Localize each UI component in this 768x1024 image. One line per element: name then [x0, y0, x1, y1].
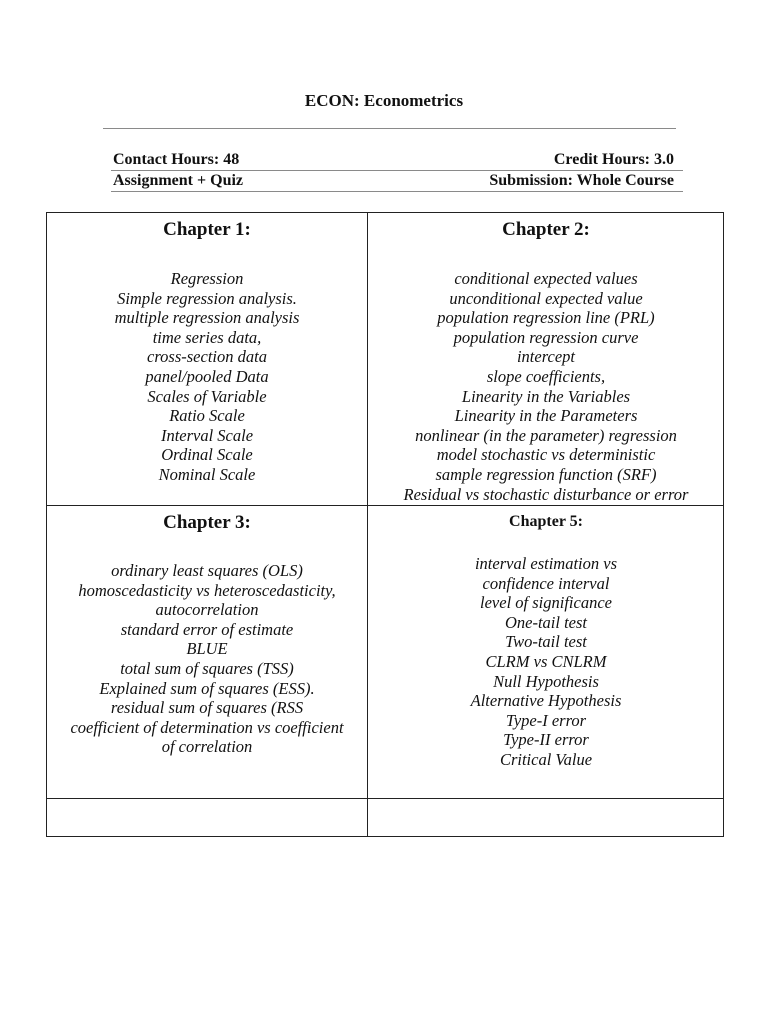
topic-item: conditional expected values [454, 269, 638, 288]
topic-item: total sum of squares (TSS) [120, 658, 294, 678]
chapter-heading: Chapter 3: [163, 512, 251, 533]
info-row-assessment [111, 170, 683, 192]
topic-item: Type-II error [503, 730, 589, 750]
topic-item: time series data, [152, 327, 262, 347]
topic-item: intercept [516, 347, 576, 367]
topic-item: One-tail test [504, 612, 588, 632]
topic-item: slope coefficients, [486, 366, 606, 386]
topic-item: coefficient of determination vs coefficient [70, 717, 344, 737]
topic-item: interval estimation vs [474, 554, 618, 573]
topic-item: homoscedasticity vs heteroscedasticity, [78, 580, 336, 600]
topic-item: Residual vs stochastic disturbance or error [403, 484, 689, 504]
topic-item: multiple regression analysis [114, 308, 300, 328]
topic-item: Scales of Variable [147, 386, 267, 406]
topic-item: Linearity in the Parameters [454, 406, 638, 426]
topic-item: nonlinear (in the parameter) regression [415, 425, 677, 445]
topic-item: Interval Scale [160, 425, 254, 445]
topic-item: standard error of estimate [120, 619, 294, 639]
topic-list [53, 561, 361, 757]
topic-item: Explained sum of squares (ESS). [99, 678, 315, 698]
topic-item: Type-I error [505, 710, 587, 730]
topic-item: autocorrelation [155, 600, 259, 620]
chapter-cell-2 [368, 213, 724, 505]
topic-item: CLRM vs CNLRM [485, 651, 607, 671]
topic-item: population regression line (PRL) [437, 308, 655, 328]
chapter-heading: Chapter 2: [502, 219, 590, 240]
chapter-cell-1 [47, 213, 367, 505]
topic-item: Nominal Scale [158, 464, 256, 484]
contact-hours: Contact Hours: 48 [113, 151, 240, 168]
topic-list [368, 554, 724, 770]
topic-item: of correlation [161, 737, 253, 757]
topic-item: Simple regression analysis. [117, 288, 297, 308]
topic-item: ordinary least squares (OLS) [111, 561, 303, 580]
chapter-heading: Chapter 5: [509, 513, 583, 530]
topic-list [47, 269, 367, 485]
topic-item: level of significance [480, 593, 612, 613]
topic-item: Linearity in the Variables [461, 386, 631, 406]
topic-item: sample regression function (SRF) [435, 464, 657, 484]
title-divider [103, 128, 676, 129]
chapter-heading: Chapter 1: [163, 219, 251, 240]
chapter-cell-4 [368, 506, 724, 798]
empty-cell-right [368, 799, 724, 836]
credit-hours: Credit Hours: 3.0 [553, 151, 674, 168]
topic-item: confidence interval [482, 573, 610, 593]
page-title: ECON: Econometrics [304, 91, 464, 110]
info-row-hours [111, 149, 683, 171]
topic-item: Regression [170, 269, 244, 288]
topic-item: Two-tail test [505, 632, 587, 652]
empty-cell-left [47, 799, 367, 836]
topic-item: model stochastic vs deterministic [436, 445, 656, 465]
assessment-type: Assignment + Quiz [113, 172, 244, 189]
topic-item: unconditional expected value [449, 288, 643, 308]
topic-item: Ratio Scale [169, 406, 245, 426]
topic-item: cross-section data [147, 347, 267, 367]
chapter-cell-3 [47, 506, 367, 798]
topic-list [368, 269, 724, 504]
chapter-table [46, 212, 724, 837]
topic-item: population regression curve [453, 327, 639, 347]
topic-item: BLUE [186, 639, 228, 659]
topic-item: Critical Value [499, 749, 593, 769]
topic-item: Alternative Hypothesis [470, 691, 622, 711]
topic-item: Ordinal Scale [161, 445, 253, 465]
topic-item: residual sum of squares (RSS [110, 698, 304, 718]
topic-item: panel/pooled Data [145, 366, 269, 386]
topic-item: Null Hypothesis [493, 671, 599, 691]
submission-type: Submission: Whole Course [489, 172, 674, 189]
